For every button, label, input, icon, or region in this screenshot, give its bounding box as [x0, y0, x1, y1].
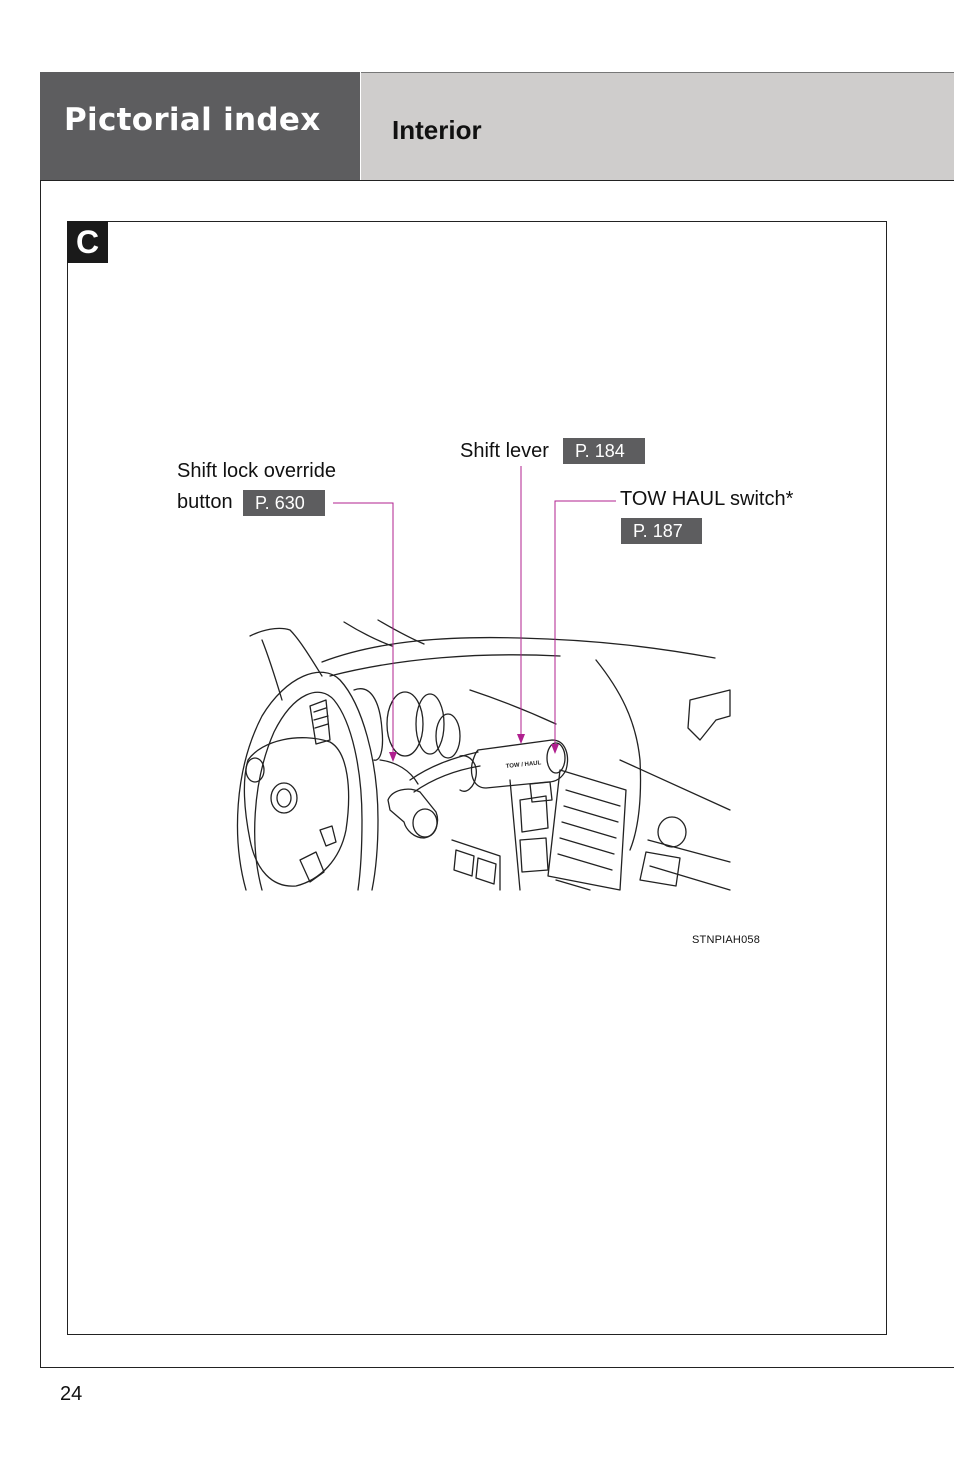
tow-haul-switch-label	[620, 488, 793, 511]
shift-lock-override-label-line2: button	[177, 491, 233, 513]
page-title: Pictorial index	[64, 102, 321, 138]
shift-lever-page-ref[interactable]: P. 184	[563, 438, 645, 464]
asterisk-mark: *	[785, 488, 794, 510]
section-subtitle: Interior	[392, 115, 482, 145]
shift-lock-override-label-line1: Shift lock override	[177, 460, 336, 482]
tow-haul-switch-text: TOW HAUL switch	[620, 488, 786, 510]
shift-lock-page-ref[interactable]: P. 630	[243, 490, 325, 516]
tow-haul-lever-text: TOW / HAUL	[505, 760, 542, 770]
section-letter-badge: C	[67, 221, 108, 263]
page-number: 24	[60, 1383, 83, 1405]
shift-lever-label: Shift lever	[460, 440, 549, 462]
image-code: STNPIAH058	[692, 934, 761, 946]
tow-haul-page-ref[interactable]: P. 187	[621, 518, 702, 544]
